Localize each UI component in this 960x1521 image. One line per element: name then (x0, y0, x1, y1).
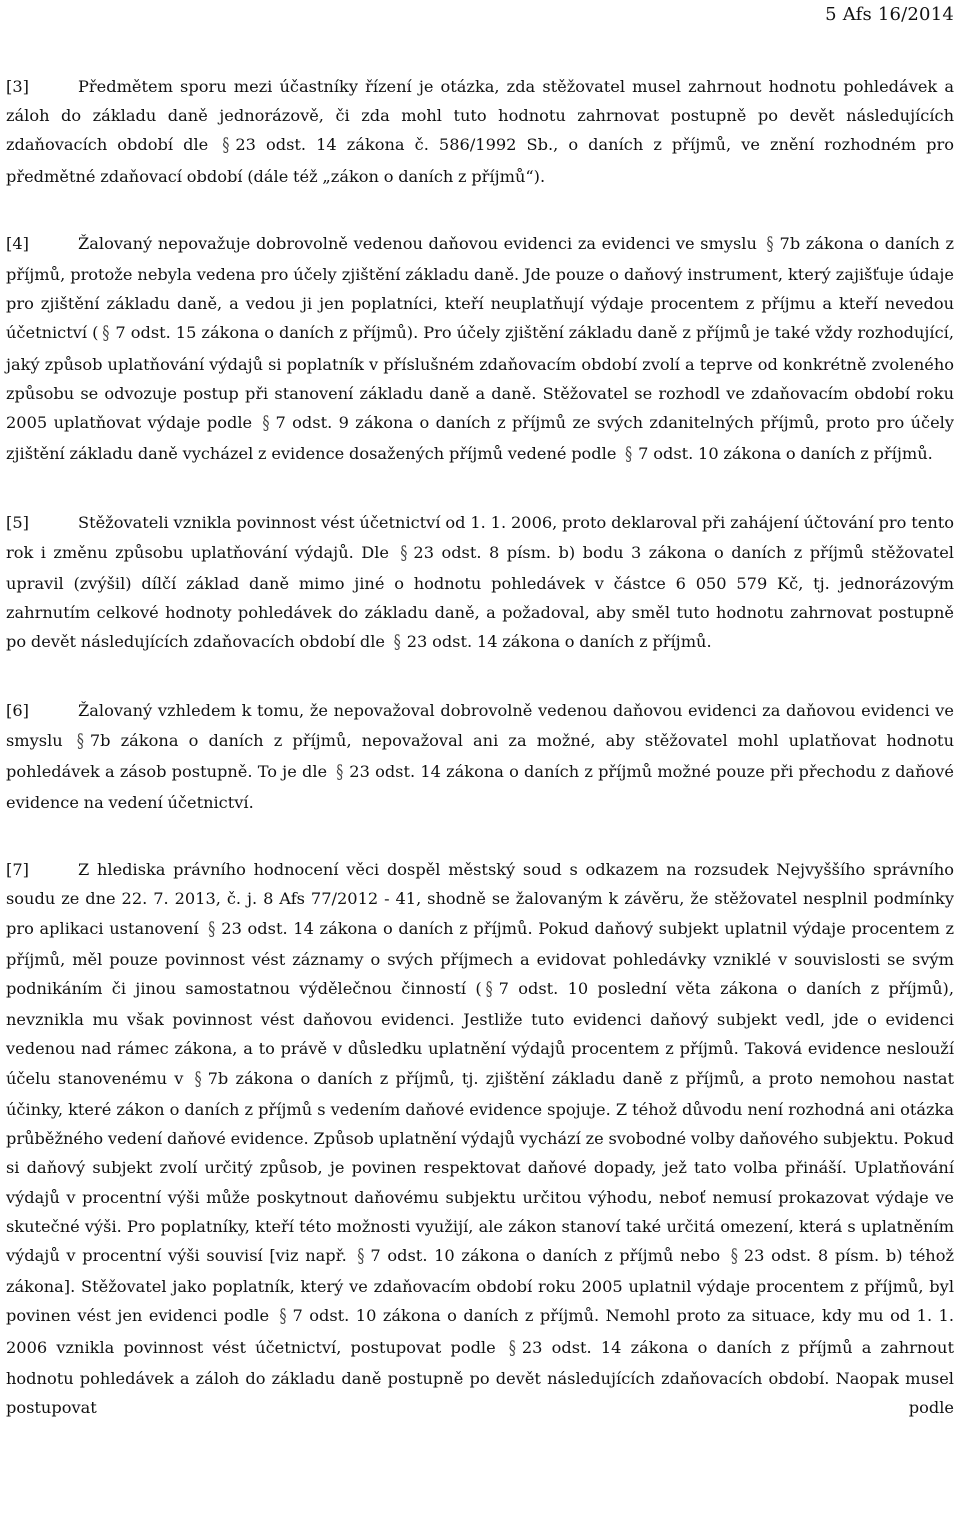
section-sign-icon: § (208, 919, 216, 940)
paragraph-text: 7 odst. 10 zákona o daních z příjmů. Nemohl proto za situace, kdy mu od 1. 1. 2006 vznikla povinnost vést účetnictví, postupovat podle (6, 1306, 954, 1357)
paragraph-text: 7 odst. 10 zákona o daních z příjmů nebo (370, 1245, 727, 1265)
paragraph-text: 7b zákona o daních z příjmů, tj. zjištění základu daně z příjmů, a proto nemohou nastat účinky, které zákon o daních z příjmů s vedením daňové evidence spojuje. Z téhož důvodu není rozhodná ani otázka průběžného vedení daňové evidence. Způsob uplatnění výdajů vychází ze svobodné volby daňového subjektu. Pokud si daňový subjekt zvolí určitý způsob, je povinen respektovat daňové dopady, jež tato volba přináší. Uplatňování výdajů v procentní výši může poskytnout daňovému subjektu určitou výhodu, neboť nemusí prokazovat výdaje ve skutečné výši. Pro poplatníky, kteří této možnosti využijí, ale zákon stanoví také určitá omezení, která s uplatněním výdajů v procentní výši souvisí [viz např. (6, 1068, 954, 1265)
paragraph-text: Předmětem sporu mezi účastníky řízení je otázka, zda stěžovatel musel zahrnout hodnotu pohledávek a záloh do základu daně jednorázově, či zda mohl tuto hodnotu zahrnovat postupně po devět následujících zdaňovacích období dle (6, 77, 954, 155)
paragraph-text: 23 odst. 14 zákona č. 586/1992 Sb., o daních z příjmů, ve znění rozhodném pro předmětné zdaňovací období (dále též „zákon o daních z příjmů“). (6, 135, 954, 186)
paragraph-text: Žalovaný nepovažuje dobrovolně vedenou daňovou evidenci za evidenci ve smyslu (78, 233, 763, 253)
paragraph-text: 7 odst. 9 zákona o daních z příjmů ze svých zdanitelných příjmů, proto pro účely zjištění základu daně vycházel z evidence dosažených příjmů vedené podle (6, 413, 954, 464)
paragraph-6 (6, 696, 954, 817)
section-sign-icon: § (766, 234, 774, 256)
paragraph-number: [3] (6, 77, 29, 96)
paragraph-7 (6, 855, 954, 1422)
paragraph-text: Z hlediska právního hodnocení věci dospěl městský soud s odkazem na rozsudek Nejvyššího správního soudu ze dne 22. 7. 2013, č. j. 8 Afs 77/2012 - 41, shodně se žalovaným k závěru, že stěžovatel nesplnil podmínky pro aplikaci ustanovení (6, 860, 954, 938)
section-sign-icon: § (222, 135, 230, 157)
paragraph-4 (6, 229, 954, 471)
paragraph-text: 23 odst. 14 zákona o daních z příjmů. Pokud daňový subjekt uplatnil výdaje procentem z příjmů, měl pouze povinnost vést záznamy o svých příjmech a evidovat pohledávky vzniklé v souvislosti se svým podnikáním či jinou samostatnou výdělečnou činností ( (6, 918, 954, 999)
paragraph-text: 23 odst. 14 zákona o daních z příjmů a zahrnout hodnotu pohledávek a záloh do základu daně postupně po devět následujících zdaňovacích období. Naopak musel postupovat podle (6, 1337, 954, 1417)
paragraph-number: [5] (6, 513, 29, 533)
section-sign-icon: § (730, 1246, 738, 1268)
paragraph-text: 7 odst. 10 poslední věta zákona o daních z příjmů), nevznikla mu však povinnost vést daňovou evidenci. Jestliže tuto evidenci daňový subjekt vedl, jde o evidenci vedenou nad rámec zákona, a to právě v důsledku uplatnění výdajů procentem z příjmů. Taková evidence neslouží účelu stanovenému v (6, 979, 954, 1088)
section-sign-icon: § (485, 979, 493, 1001)
paragraph-text: Stěžovateli vznikla povinnost vést účetnictví od 1. 1. 2006, proto deklaroval při zahájení účtování pro tento rok i změnu způsobu uplatňování výdajů. Dle (6, 513, 954, 562)
paragraph-text: Žalovaný vzhledem k tomu, že nepovažoval dobrovolně vedenou daňovou evidenci za daňovou evidenci ve smyslu (6, 701, 954, 750)
paragraph-text: 7 odst. 15 zákona o daních z příjmů). Pro účely zjištění základu daně z příjmů je také vždy rozhodující, jaký způsob uplatňování výdajů si poplatník v příslušném zdaňovacím období zvolí a teprve od konkrétně zvoleného způsobu se odvozuje postup při stanovení základu daně a daně. Stěžovatel se rozhodl ve zdaňovacím období roku 2005 uplatňovat výdaje podle (6, 323, 954, 433)
document-body (6, 72, 954, 1422)
paragraph-text: 23 odst. 14 zákona o daních z příjmů. (406, 632, 712, 652)
section-sign-icon: § (336, 762, 344, 784)
case-number: 5 Afs 16/2014 (825, 4, 954, 25)
section-sign-icon: § (508, 1337, 516, 1359)
section-sign-icon: § (357, 1246, 365, 1268)
paragraph-text: 7b zákona o daních z příjmů, protože nebyla vedena pro účely zjištění základu daně. Jde pouze o daňový instrument, který zajišťuje údaje pro zjištění základu daně, a vedou ji jen poplatníci, kteří neuplatňují výdaje procentem z příjmu a kteří nevedou účetnictví ( (6, 233, 954, 343)
paragraph-number: [7] (6, 860, 29, 880)
paragraph-3 (6, 72, 954, 191)
section-sign-icon: § (400, 543, 408, 564)
section-sign-icon: § (102, 323, 110, 345)
section-sign-icon: § (262, 413, 270, 435)
paragraph-text: 7 odst. 10 zákona o daních z příjmů. (638, 444, 933, 464)
section-sign-icon: § (279, 1306, 287, 1328)
section-sign-icon: § (76, 731, 84, 752)
paragraph-text: 23 odst. 8 písm. b) téhož zákona]. Stěžovatel jako poplatník, který ve zdaňovacím období roku 2005 uplatnil výdaje procentem z příjmů, byl povinen vést jen evidenci podle (6, 1245, 954, 1326)
paragraph-5 (6, 508, 954, 658)
paragraph-number: [6] (6, 701, 29, 721)
section-sign-icon: § (393, 632, 401, 654)
section-sign-icon: § (194, 1069, 202, 1090)
section-sign-icon: § (625, 444, 633, 466)
paragraph-number: [4] (6, 233, 29, 253)
paragraph-text: 23 odst. 8 písm. b) bodu 3 zákona o daních z příjmů stěžovatel upravil (zvýšil) dílčí základ daně mimo jiné o hodnotu pohledávek v částce 6 050 579 Kč, tj. jednorázovým zahrnutím celkové hodnoty pohledávek do základu daně, a požadoval, aby směl tuto hodnotu zahrnovat postupně po devět následujících zdaňovacích období dle (6, 542, 954, 652)
paragraph-text: 23 odst. 14 zákona o daních z příjmů možné pouze při přechodu z daňové evidence na vedení účetnictví. (6, 761, 954, 813)
paragraph-text: 7b zákona o daních z příjmů, nepovažoval ani za možné, aby stěžovatel mohl uplatňovat hodnotu pohledávek a zásob postupně. To je dle (6, 730, 954, 781)
